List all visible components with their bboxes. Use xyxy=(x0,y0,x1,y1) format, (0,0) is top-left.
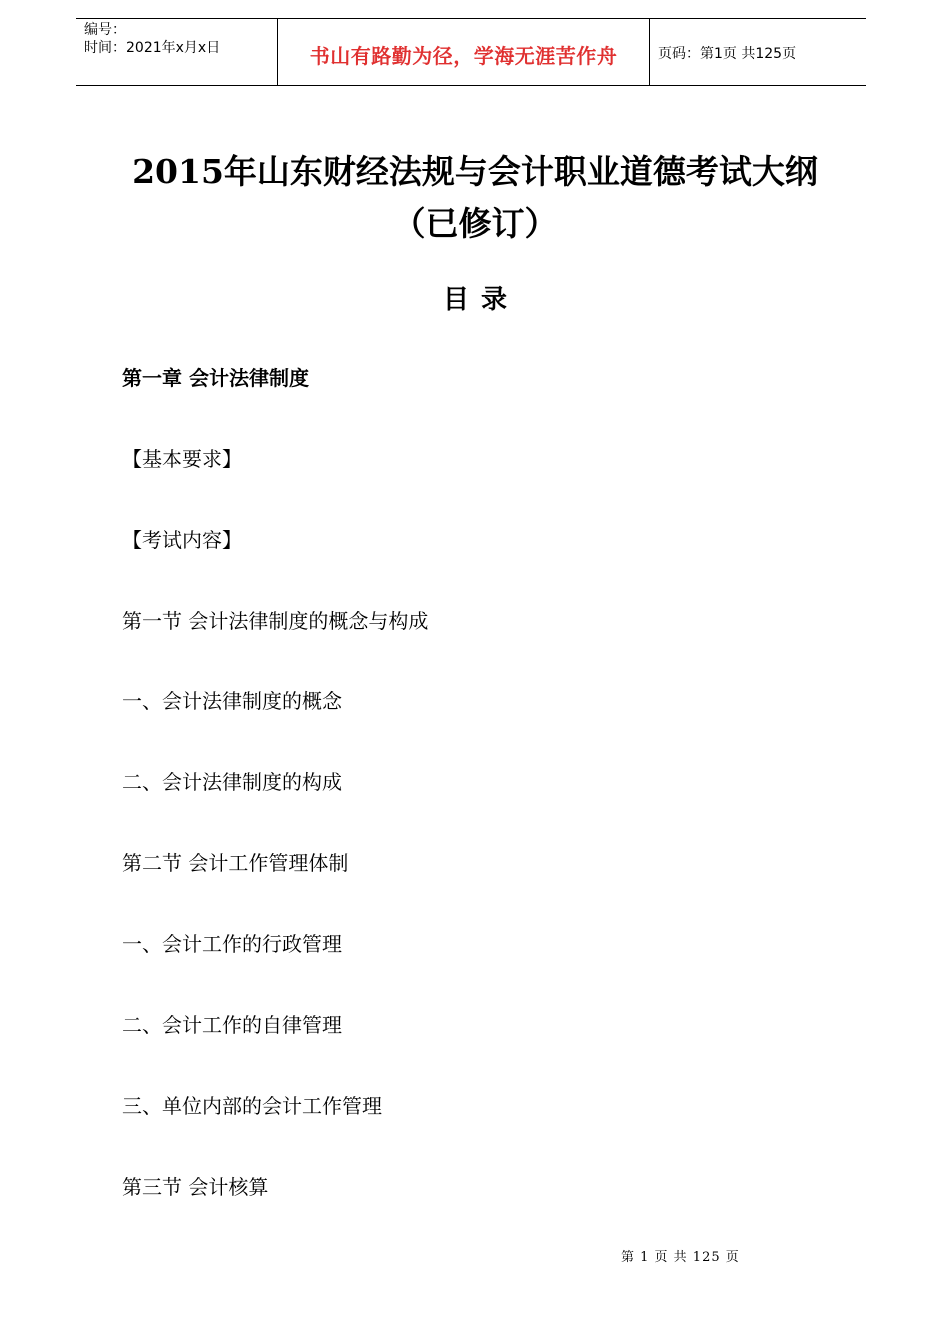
toc-item-section-1: 第一节 会计法律制度的概念与构成 xyxy=(122,609,429,633)
toc-heading: 目录 xyxy=(442,285,519,315)
toc-item-2-1: 一、会计工作的行政管理 xyxy=(122,932,342,956)
toc-item-chapter-1: 第一章 会计法律制度 xyxy=(122,366,309,390)
title-line-2: （已修订） xyxy=(392,204,558,243)
page-footer: 第 1 页 共 125 页 xyxy=(621,1250,740,1265)
document-title xyxy=(70,146,880,250)
toc-item-2-3: 三、单位内部的会计工作管理 xyxy=(122,1094,382,1118)
toc-item-2-2: 二、会计工作的自律管理 xyxy=(122,1013,342,1037)
title-line-1: 2015年山东财经法规与会计职业道德考试大纲 xyxy=(132,152,818,191)
page-header xyxy=(76,18,866,86)
number-label: 编号： xyxy=(84,22,126,38)
toc-item-exam-content: 【考试内容】 xyxy=(122,528,242,552)
toc-item-basic-requirements: 【基本要求】 xyxy=(122,447,242,471)
toc-item-section-2: 第二节 会计工作管理体制 xyxy=(122,851,349,875)
toc-item-1-1: 一、会计法律制度的概念 xyxy=(122,689,342,713)
header-page-info: 页码：第1页 共125页 xyxy=(658,46,797,62)
time-label: 时间：2021年x月x日 xyxy=(84,40,221,56)
header-motto: 书山有路勤为径，学海无涯苦作舟 xyxy=(278,19,650,85)
toc-item-1-2: 二、会计法律制度的构成 xyxy=(122,770,342,794)
header-meta xyxy=(76,19,278,85)
toc-item-section-3: 第三节 会计核算 xyxy=(122,1175,269,1199)
